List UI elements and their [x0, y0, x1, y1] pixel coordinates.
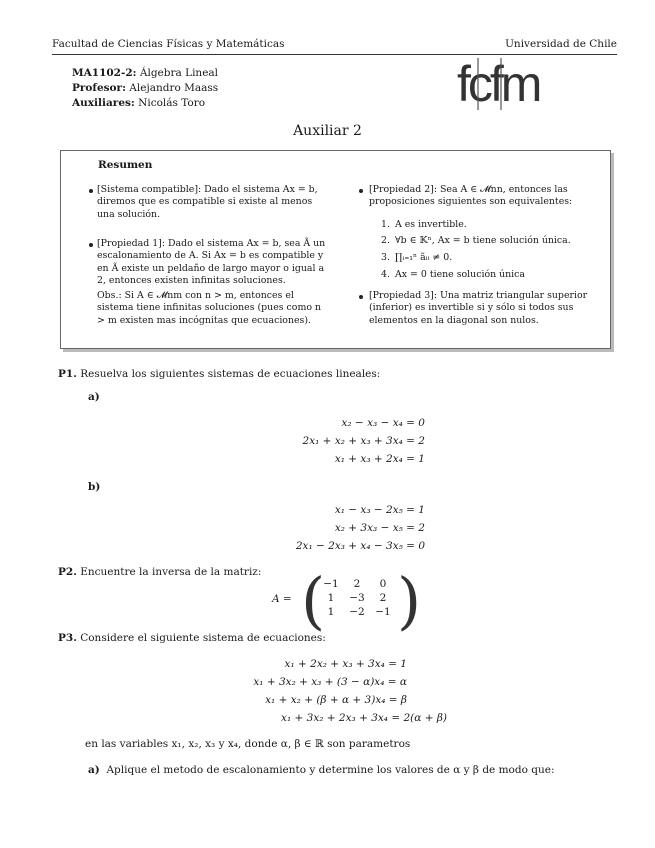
p1-a-eq-1: x₂ − x₃ − x₄ = 0: [341, 417, 425, 429]
header-rule: [52, 54, 617, 55]
matrix-cell: −3: [349, 592, 365, 604]
p3-a: [88, 764, 554, 776]
auxiliares-value: Nicolás Toro: [138, 97, 206, 109]
summary-item-1: A es invertible.: [395, 219, 467, 230]
p1-text: Resuelva los siguientes sistemas de ecuaciones lineales:: [80, 368, 381, 380]
item-number: 3.: [381, 252, 390, 263]
professor-label: Profesor:: [72, 82, 126, 94]
summary-item-2: ∀b ∈ 𝕂ⁿ, Ax = b tiene solución única.: [395, 235, 571, 246]
bullet: [89, 189, 93, 193]
professor-value: Alejandro Maass: [129, 82, 219, 94]
problem-2: [58, 566, 261, 578]
matrix-body: [318, 578, 396, 618]
bullet: [359, 295, 363, 299]
matrix-cell: 1: [327, 592, 335, 604]
p1-a-eq-3: x₁ + x₃ + 2x₄ = 1: [334, 453, 425, 465]
matrix-cell: −2: [349, 606, 365, 618]
item-number: 4.: [381, 269, 390, 280]
p2-text: Encuentre la inversa de la matriz:: [80, 566, 262, 578]
p1-label: P1.: [58, 368, 77, 380]
summary-item-4: Ax = 0 tiene solución única: [395, 269, 526, 280]
matrix-name: A =: [272, 593, 292, 605]
matrix-cell: 2: [379, 592, 387, 604]
p1-a-eq-2: 2x₁ + x₂ + x₃ + 3x₄ = 2: [302, 435, 425, 447]
p1-b-eq-2: x₂ + 3x₃ − x₅ = 2: [334, 522, 425, 534]
header-university: Universidad de Chile: [505, 38, 617, 50]
matrix-cell: −1: [375, 606, 391, 618]
p3-label: P3.: [58, 632, 77, 644]
p3-eq-4: x₁ + 3x₂ + 2x₃ + 3x₄ = 2(α + β): [281, 712, 447, 724]
summary-propiedad-2: [Propiedad 2]: Sea A ∈ 𝓜nn, entonces las proposiciones siguientes son equivalentes:: [369, 184, 573, 208]
p3-eq-1: x₁ + 2x₂ + x₃ + 3x₄ = 1: [284, 658, 407, 670]
auxiliares-label: Auxiliares:: [72, 97, 135, 109]
matrix-right-paren: ): [397, 564, 422, 637]
fcfm-logo: [457, 58, 541, 110]
p3-text: Considere el siguiente sistema de ecuaciones:: [80, 632, 326, 644]
item-number: 1.: [381, 219, 390, 230]
p3-a-label: a): [88, 764, 100, 776]
p3-a-text: Aplique el metodo de escalonamiento y determine los valores de α y β de modo que:: [106, 764, 555, 776]
p2-label: P2.: [58, 566, 77, 578]
summary-propiedad-1: [Propiedad 1]: Dado el sistema Ax = b, sea Ã un escalonamiento de A. Si Ax = b es compatible y en Ã existe un peldaño de largo mayor o igual a 2, entonces existen infinitas soluciones.: [97, 238, 326, 287]
bullet: [359, 189, 363, 193]
matrix-cell: 1: [327, 606, 335, 618]
summary-item-3: ∏ᵢ₌₁ⁿ ãᵢᵢ ≠ 0.: [395, 252, 453, 263]
p3-vars-text: en las variables x₁, x₂, x₃ y x₄, donde α, β ∈ ℝ son parametros: [85, 738, 411, 750]
matrix-cell: 2: [353, 578, 361, 590]
problem-3: [58, 632, 326, 644]
matrix-cell: 0: [379, 578, 387, 590]
summary-sistema-compatible: [Sistema compatible]: Dado el sistema Ax = b, diremos que es compatible si existe al menos una solución.: [97, 184, 318, 220]
problem-1: [58, 368, 380, 380]
p1-a-label: a): [88, 391, 100, 403]
summary-heading: Resumen: [98, 159, 153, 171]
p1-b-eq-3: 2x₁ − 2x₃ + x₄ − 3x₅ = 0: [295, 540, 425, 552]
matrix-cell: −1: [323, 578, 339, 590]
summary-propiedad-3: [Propiedad 3]: Una matriz triangular superior (inferior) es invertible si y sólo si todos sus elementos en la diagonal son nulos.: [369, 290, 588, 326]
course-info: [72, 66, 218, 111]
bullet: [89, 243, 93, 247]
course-code-label: MA1102-2:: [72, 67, 137, 79]
p1-b-eq-1: x₁ − x₃ − 2x₅ = 1: [334, 504, 425, 516]
p3-eq-2: x₁ + 3x₂ + x₃ + (3 − α)x₄ = α: [253, 676, 407, 688]
matrix-left-paren: (: [301, 564, 326, 637]
p1-b-label: b): [88, 481, 101, 493]
item-number: 2.: [381, 235, 390, 246]
logo-text: fcfm: [457, 58, 540, 110]
header-faculty: Facultad de Ciencias Físicas y Matemáticas: [52, 38, 285, 50]
p3-eq-3: x₁ + x₂ + (β + α + 3)x₄ = β: [265, 694, 407, 706]
page-title: Auxiliar 2: [293, 123, 362, 139]
course-code-value: Álgebra Lineal: [139, 67, 219, 79]
summary-obs: Obs.: Si A ∈ 𝓜nm con n > m, entonces el sistema tiene infinitas soluciones (pues como n > m existen mas incógnitas que ecuaciones).: [97, 290, 321, 326]
